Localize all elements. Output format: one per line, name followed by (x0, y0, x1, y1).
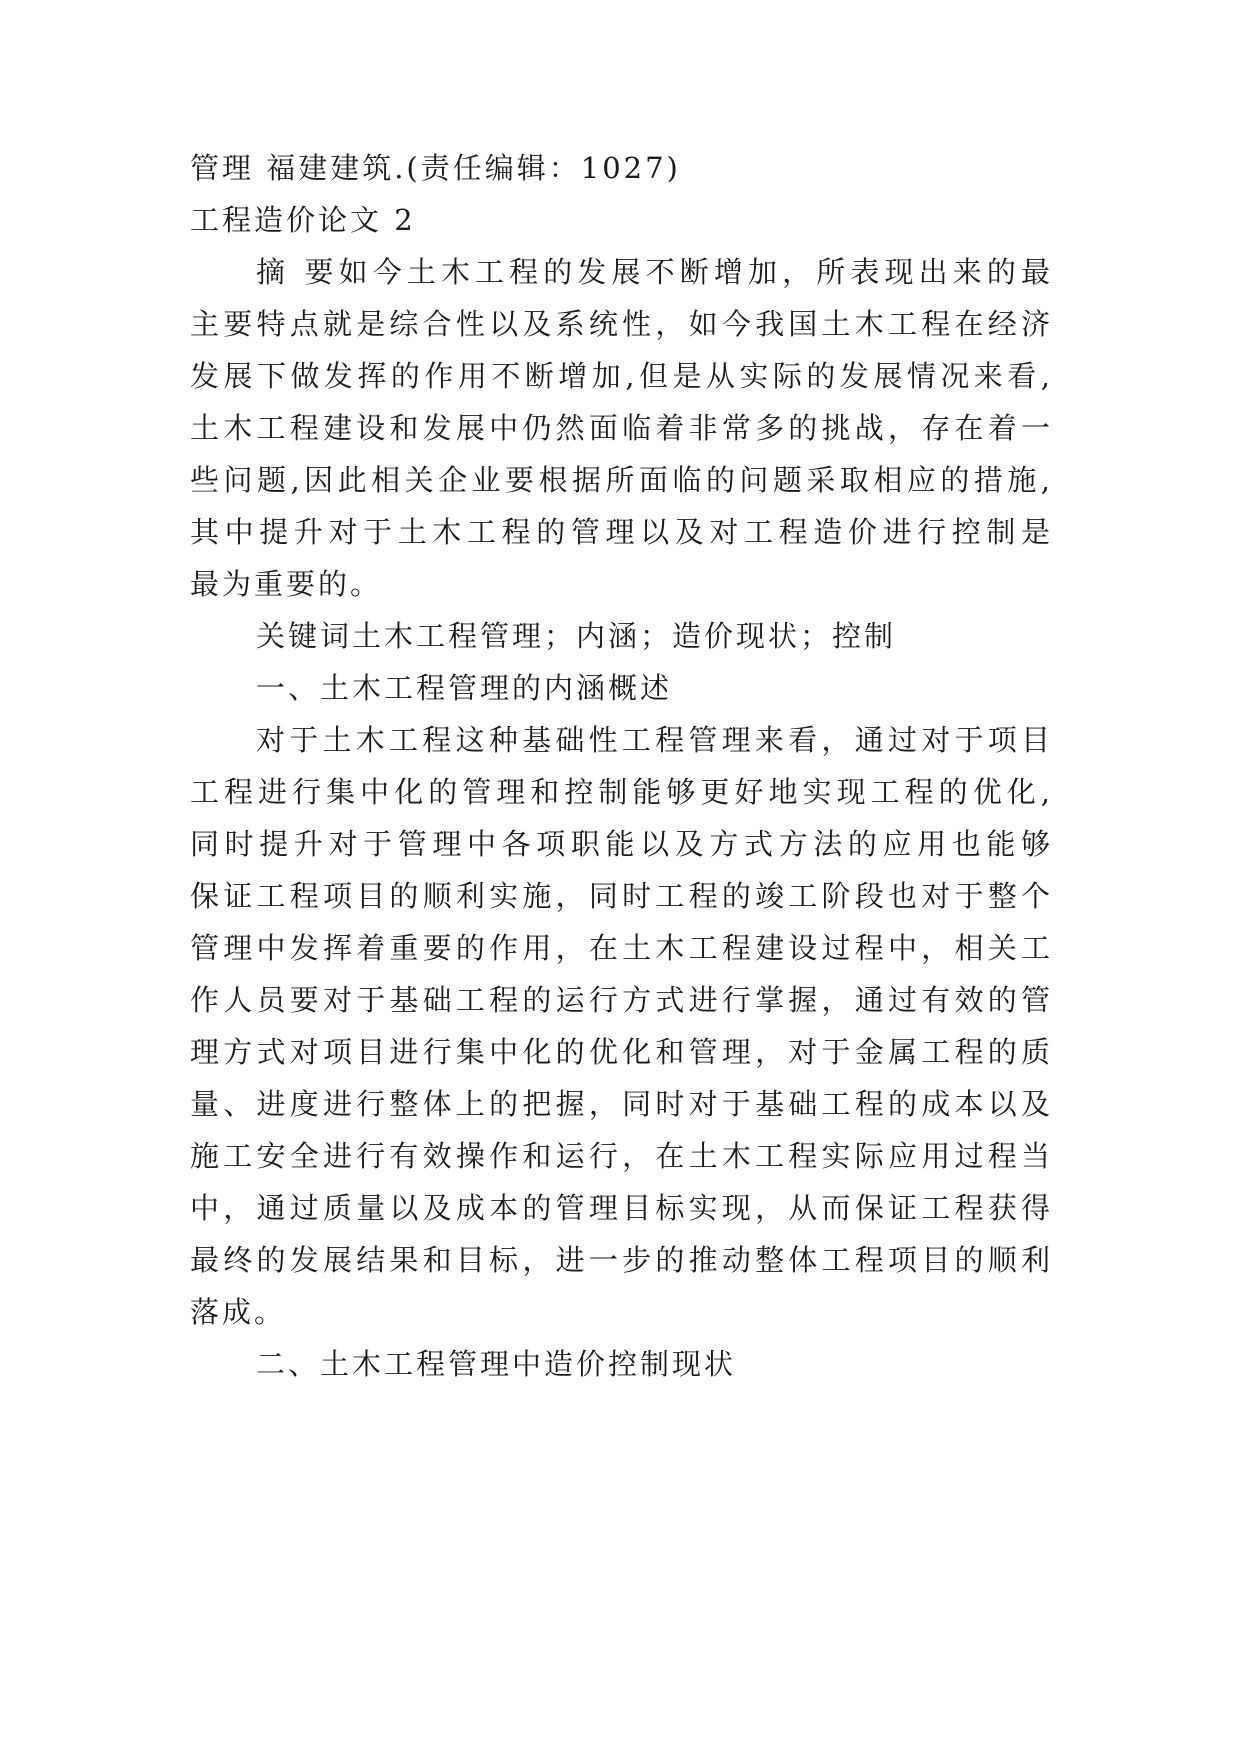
body-line: 中，通过质量以及成本的管理目标实现，从而保证工程获得 (190, 1191, 1050, 1225)
body-line: 工程进行集中化的管理和控制能够更好地实现工程的优化, (190, 775, 1050, 809)
body-line: 理方式对项目进行集中化的优化和管理，对于金属工程的质 (190, 1035, 1050, 1069)
section-heading-1: 一、土木工程管理的内涵概述 (256, 671, 673, 705)
body-line: 最终的发展结果和目标，进一步的推动整体工程项目的顺利 (190, 1243, 1050, 1277)
body-line: 管理中发挥着重要的作用，在土木工程建设过程中，相关工 (190, 931, 1050, 965)
reference-line: 管理 福建建筑.(责任编辑：1027) (190, 151, 681, 185)
body-line: 量、进度进行整体上的把握，同时对于基础工程的成本以及 (190, 1087, 1050, 1121)
body-line: 施工安全进行有效操作和运行，在土木工程实际应用过程当 (190, 1139, 1050, 1173)
keywords-line: 关键词土木工程管理；内涵；造价现状；控制 (256, 619, 897, 653)
body-line: 落成。 (190, 1295, 287, 1329)
body-line: 对于土木工程这种基础性工程管理来看，通过对于项目 (256, 723, 1050, 757)
abstract-line: 其中提升对于土木工程的管理以及对工程造价进行控制是 (190, 515, 1050, 549)
abstract-line: 摘 要如今土木工程的发展不断增加，所表现出来的最 (256, 255, 1050, 289)
section-heading-2: 二、土木工程管理中造价控制现状 (256, 1347, 737, 1381)
paper-title: 工程造价论文 2 (190, 203, 416, 237)
abstract-line: 主要特点就是综合性以及系统性，如今我国土木工程在经济 (190, 307, 1050, 341)
abstract-line: 土木工程建设和发展中仍然面临着非常多的挑战，存在着一 (190, 411, 1050, 445)
body-line: 保证工程项目的顺利实施，同时工程的竣工阶段也对于整个 (190, 879, 1050, 913)
abstract-line: 发展下做发挥的作用不断增加,但是从实际的发展情况来看, (190, 359, 1050, 393)
abstract-line: 最为重要的。 (190, 567, 383, 601)
body-line: 作人员要对于基础工程的运行方式进行掌握，通过有效的管 (190, 983, 1050, 1017)
abstract-line: 些问题,因此相关企业要根据所面临的问题采取相应的措施, (190, 463, 1050, 497)
body-line: 同时提升对于管理中各项职能以及方式方法的应用也能够 (190, 827, 1050, 861)
